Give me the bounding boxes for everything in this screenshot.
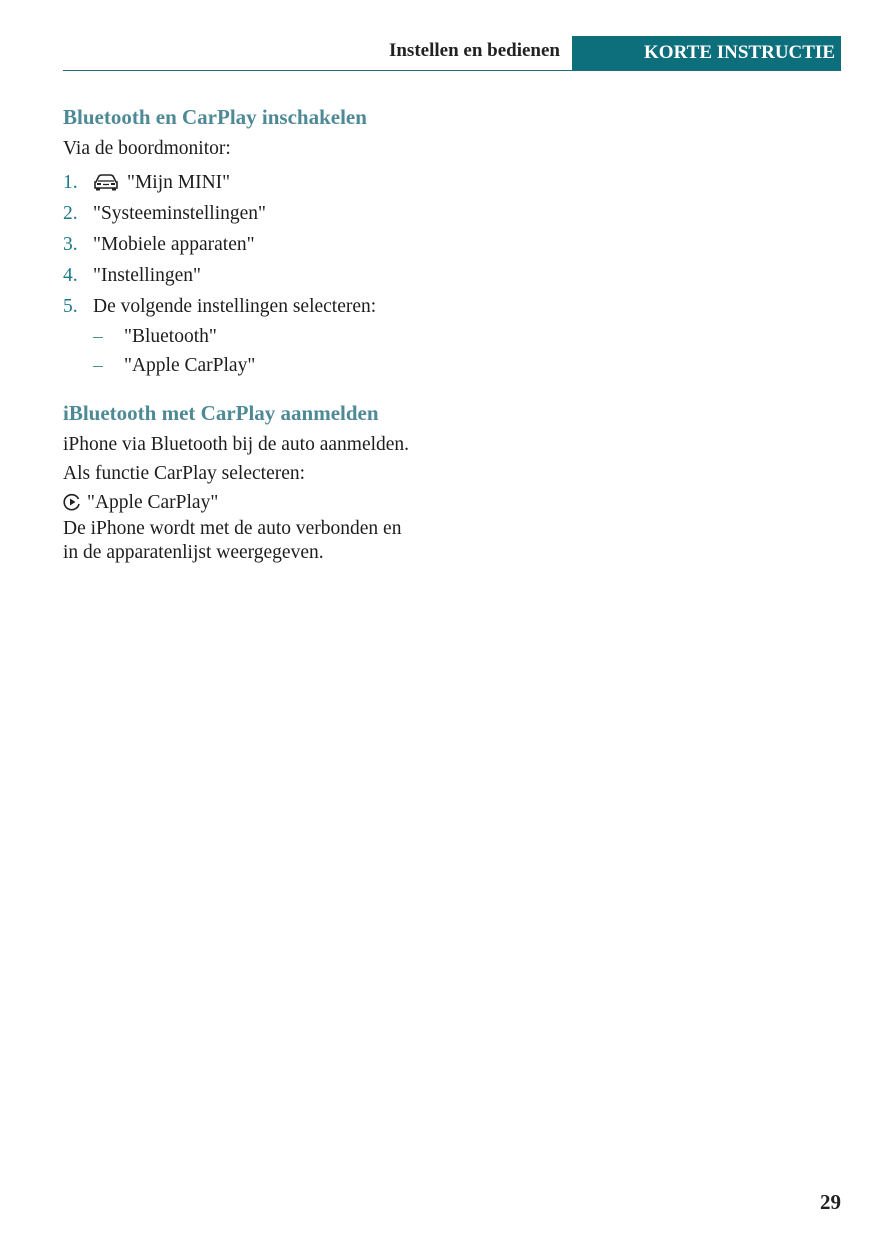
steps-list bbox=[63, 167, 483, 322]
list-item bbox=[63, 167, 483, 198]
substep-text: "Bluetooth" bbox=[124, 326, 217, 347]
dash-marker: – bbox=[93, 355, 103, 376]
register-line-1: iPhone via Bluetooth bij de auto aanmelden. bbox=[63, 434, 410, 455]
carplay-item bbox=[63, 488, 483, 517]
header-section-title: Instellen en bedienen bbox=[388, 40, 560, 61]
step-number: 2. bbox=[63, 203, 78, 224]
step-text: "Mijn MINI" bbox=[127, 172, 231, 193]
section-title-register: iBluetooth met CarPlay aanmelden bbox=[63, 401, 379, 425]
car-icon bbox=[93, 173, 119, 191]
section-title-enable: Bluetooth en CarPlay inschakelen bbox=[63, 105, 367, 129]
result-line-2: in de apparatenlijst weergegeven. bbox=[63, 542, 324, 563]
step-number: 1. bbox=[63, 172, 78, 193]
list-item bbox=[93, 351, 483, 380]
list-item bbox=[63, 229, 483, 260]
page-content bbox=[63, 104, 483, 565]
page-number: 29 bbox=[820, 1190, 841, 1214]
substep-text: "Apple CarPlay" bbox=[124, 355, 256, 376]
register-line-2: Als functie CarPlay selecteren: bbox=[63, 463, 306, 484]
list-item bbox=[63, 260, 483, 291]
substeps-list bbox=[63, 322, 483, 380]
list-item bbox=[93, 322, 483, 351]
carplay-play-icon bbox=[63, 493, 81, 511]
step-number: 5. bbox=[63, 296, 78, 317]
step-number: 3. bbox=[63, 234, 78, 255]
step-text: "Systeeminstellingen" bbox=[93, 203, 266, 224]
header-rule bbox=[63, 70, 841, 71]
header-tab: KORTE INSTRUCTIE bbox=[572, 36, 841, 70]
list-item bbox=[63, 291, 483, 322]
carplay-item-text: "Apple CarPlay" bbox=[87, 492, 219, 513]
section-register bbox=[63, 400, 483, 565]
list-item bbox=[63, 198, 483, 229]
step-number: 4. bbox=[63, 265, 78, 286]
result-line-1: De iPhone wordt met de auto verbonden en bbox=[63, 518, 402, 539]
step-text: De volgende instellingen selecteren: bbox=[93, 296, 377, 317]
dash-marker: – bbox=[93, 326, 103, 347]
step-text: "Instellingen" bbox=[93, 265, 201, 286]
step-content bbox=[93, 167, 230, 198]
step-text: "Mobiele apparaten" bbox=[93, 234, 255, 255]
section-intro: Via de boordmonitor: bbox=[63, 138, 231, 159]
